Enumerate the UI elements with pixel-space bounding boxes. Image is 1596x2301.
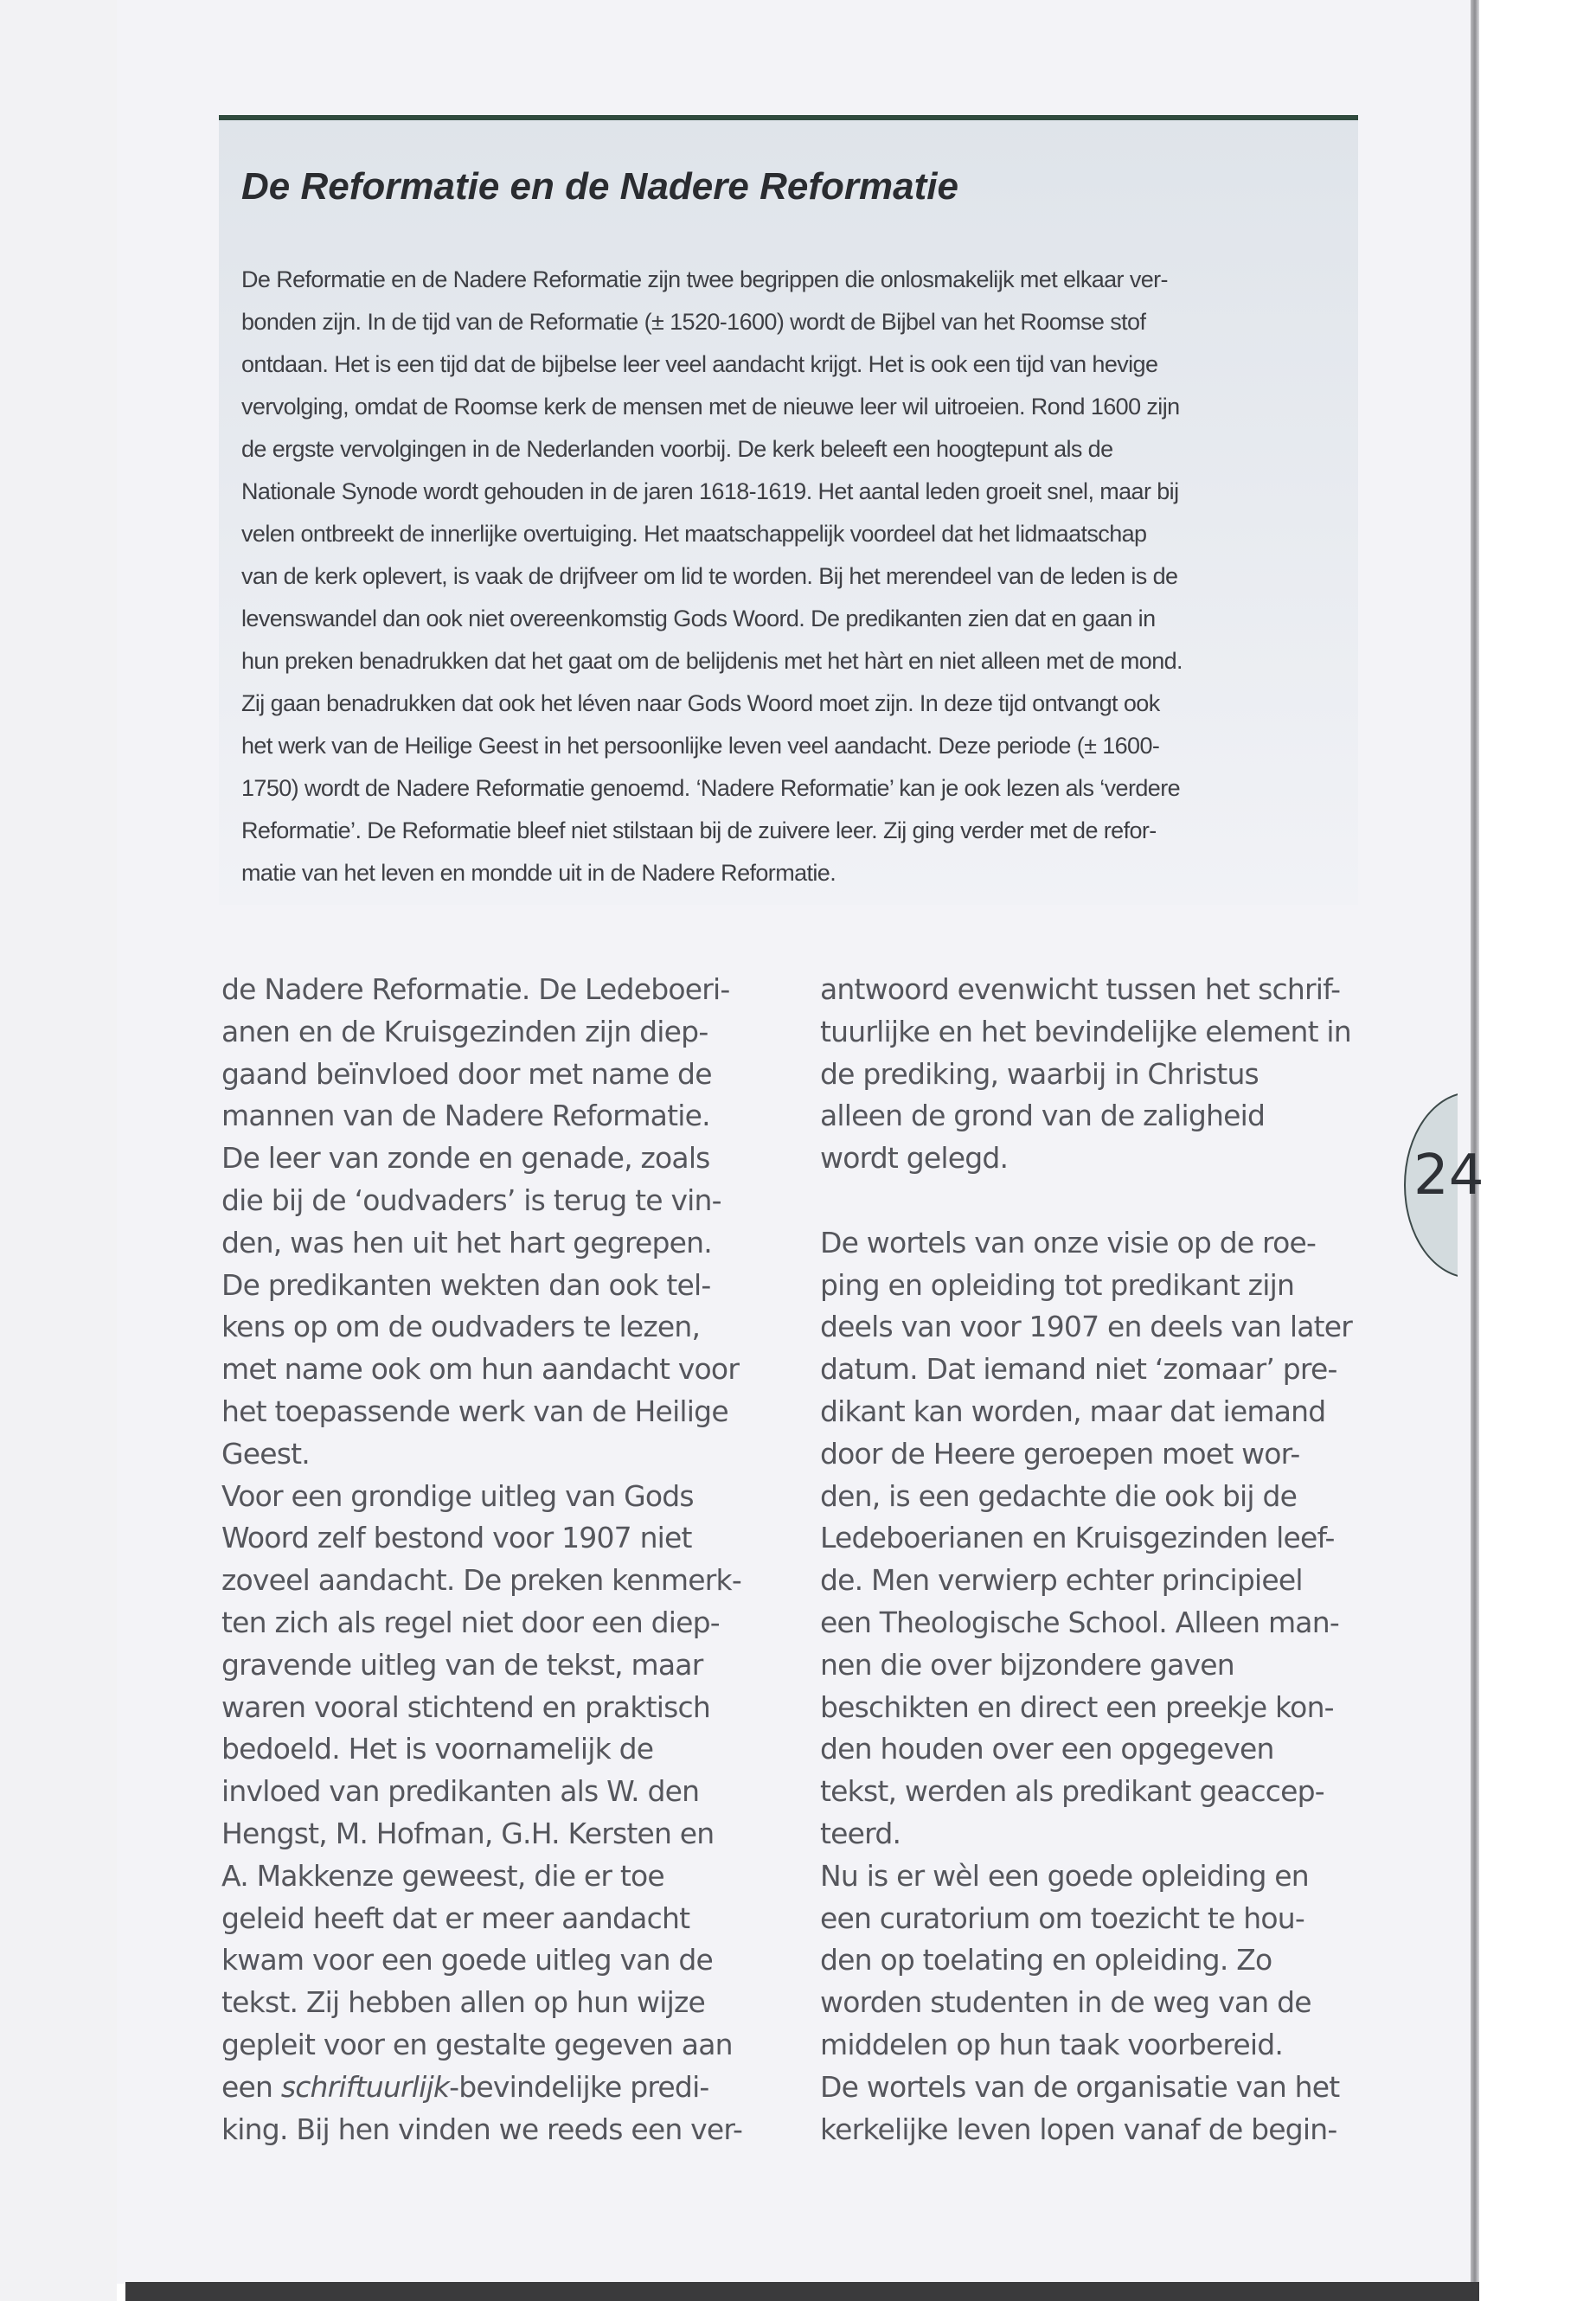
text-line: dikant kan worden, maar dat iemand (820, 1394, 1326, 1428)
text-line: anen en de Kruisgezinden zijn diep- (221, 1014, 708, 1048)
text-line: ten zich als regel niet door een diep- (221, 1605, 720, 1639)
text-line: bedoeld. Het is voornamelijk de (221, 1732, 654, 1766)
text-line: A. Makkenze geweest, die er toe (221, 1858, 664, 1893)
text-line: worden studenten in de weg van de (820, 1985, 1311, 2020)
text-line: tekst, werden als predikant geaccep- (820, 1774, 1324, 1809)
scan-bottom-edge (125, 2282, 1479, 2301)
text-line: Voor een grondige uitleg van Gods (221, 1478, 694, 1513)
text-line: middelen op hun taak voorbereid. (820, 2027, 1284, 2061)
box-text (241, 259, 1340, 894)
text-line: een schriftuurlijk-bevindelijke predi- (221, 2069, 709, 2104)
text-line: Hengst, M. Hofman, G.H. Kersten en (221, 1816, 715, 1850)
text-line: waren vooral stichtend en praktisch (221, 1689, 710, 1724)
text-line: ontdaan. Het is een tijd dat de bijbelse leer veel aandacht krijgt. Het is ook een tijd van hevige (241, 351, 1158, 377)
text-line: Ledeboerianen en Kruisgezinden leef- (820, 1521, 1335, 1555)
text-line: de. Men verwierp echter principieel (820, 1563, 1303, 1598)
text-line: een Theologische School. Alleen man- (820, 1605, 1339, 1639)
text-line: hun preken benadrukken dat het gaat om de belijdenis met het hàrt en niet alleen met de mond. (241, 648, 1183, 674)
text-line: velen ontbreekt de innerlijke overtuiging. Het maatschappelijk voordeel dat het lidmaatschap (241, 521, 1147, 547)
column-right (820, 969, 1352, 2150)
text-line: van de kerk oplevert, is vaak de drijfveer om lid te worden. Bij het merendeel van de leden is de (241, 563, 1178, 589)
text-line: geleid heeft dat er meer aandacht (221, 1900, 690, 1935)
text-line: levenswandel dan ook niet overeenkomstig Gods Woord. De predikanten zien dat en gaan in (241, 606, 1156, 631)
scan-margin (0, 0, 117, 2301)
text-line: Zij gaan benadrukken dat ook het léven naar Gods Woord moet zijn. In deze tijd ontvangt ook (241, 690, 1160, 716)
text-line: tuurlijke en het bevindelijke element in (820, 1014, 1351, 1048)
text-line: gepleit voor en gestalte gegeven aan (221, 2027, 733, 2061)
text-line: den houden over een opgegeven (820, 1732, 1274, 1766)
text-line: die bij de ‘oudvaders’ is terug te vin- (221, 1183, 721, 1217)
text-line: door de Heere geroepen moet wor- (820, 1436, 1300, 1471)
text-line: datum. Dat iemand niet ‘zomaar’ pre- (820, 1352, 1337, 1387)
text-line: kerkelijke leven lopen vanaf de begin- (820, 2112, 1337, 2146)
text-line: het werk van de Heilige Geest in het persoonlijke leven veel aandacht. Deze periode (± 1600- (241, 733, 1160, 759)
column-right-paragraph-2 (820, 1222, 1352, 2151)
text-line: antwoord evenwicht tussen het schrif- (820, 972, 1341, 1006)
text-line: zoveel aandacht. De preken kenmerk- (221, 1563, 741, 1598)
text-line: king. Bij hen vinden we reeds een ver- (221, 2112, 743, 2146)
text-line: deels van voor 1907 en deels van later (820, 1310, 1353, 1344)
text-line: Nu is er wèl een goede opleiding en (820, 1858, 1309, 1893)
emphasis: schriftuurlijk (280, 2069, 450, 2104)
text-line: De wortels van onze visie op de roe- (820, 1225, 1317, 1259)
text-line: mannen van de Nadere Reformatie. (221, 1099, 710, 1133)
text-line: kens op om de oudvaders te lezen, (221, 1310, 701, 1344)
text-line: De predikanten wekten dan ook tel- (221, 1267, 711, 1302)
text-line: bonden zijn. In de tijd van de Reformatie (± 1520-1600) wordt de Bijbel van het Roomse stof (241, 309, 1146, 335)
text-line: De leer van zonde en genade, zoals (221, 1141, 710, 1176)
text-line: nen die over bijzondere gaven (820, 1647, 1234, 1682)
text-line: wordt gelegd. (820, 1141, 1009, 1176)
text-line: alleen de grond van de zaligheid (820, 1099, 1266, 1133)
text-line: De wortels van de organisatie van het (820, 2069, 1340, 2104)
text-line: Nationale Synode wordt gehouden in de jaren 1618-1619. Het aantal leden groeit snel, maar bij (241, 478, 1179, 504)
text-line: matie van het leven en mondde uit in de Nadere Reformatie. (241, 860, 836, 886)
info-box (219, 115, 1358, 905)
text-line: den, is een gedachte die ook bij de (820, 1478, 1298, 1513)
text-line: gravende uitleg van de tekst, maar (221, 1647, 703, 1682)
text-line: den, was hen uit het hart gegrepen. (221, 1225, 712, 1259)
text-line: tekst. Zij hebben allen op hun wijze (221, 1985, 705, 2020)
text-line: kwam voor een goede uitleg van de (221, 1943, 714, 1977)
text-line: den op toelating en opleiding. Zo (820, 1943, 1272, 1977)
text-line: gaand beïnvloed door met name de (221, 1056, 712, 1091)
text-line: De Reformatie en de Nadere Reformatie zijn twee begrippen die onlosmakelijk met elkaar ver- (241, 266, 1168, 292)
page-number: 24 (1413, 1144, 1484, 1208)
text-line: de ergste vervolgingen in de Nederlanden voorbij. De kerk beleeft een hoogtepunt als de (241, 436, 1113, 462)
text-line: het toepassende werk van de Heilige (221, 1394, 728, 1428)
text-line: Reformatie’. De Reformatie bleef niet stilstaan bij de zuivere leer. Zij ging verder met de refor- (241, 817, 1157, 843)
text-line: 1750) wordt de Nadere Reformatie genoemd. ‘Nadere Reformatie’ kan je ook lezen als ‘verdere (241, 775, 1181, 801)
text-line: de Nadere Reformatie. De Ledeboeri- (221, 972, 730, 1006)
text-line: met name ook om hun aandacht voor (221, 1352, 740, 1387)
text-line: vervolging, omdat de Roomse kerk de mensen met de nieuwe leer wil uitroeien. Rond 1600 zijn (241, 394, 1180, 420)
text-line: beschikten en direct een preekje kon- (820, 1689, 1334, 1724)
box-title: De Reformatie en de Nadere Reformatie (241, 165, 958, 208)
text-line: de prediking, waarbij in Christus (820, 1056, 1259, 1091)
column-left (221, 969, 742, 2150)
text-line: ping en opleiding tot predikant zijn (820, 1267, 1295, 1302)
column-right-paragraph-1 (820, 969, 1352, 1180)
text-line: Woord zelf bestond voor 1907 niet (221, 1521, 692, 1555)
text-line: een curatorium om toezicht te hou- (820, 1900, 1304, 1935)
text-line: invloed van predikanten als W. den (221, 1774, 700, 1809)
text-line: Geest. (221, 1436, 310, 1471)
text-line: teerd. (820, 1816, 901, 1850)
